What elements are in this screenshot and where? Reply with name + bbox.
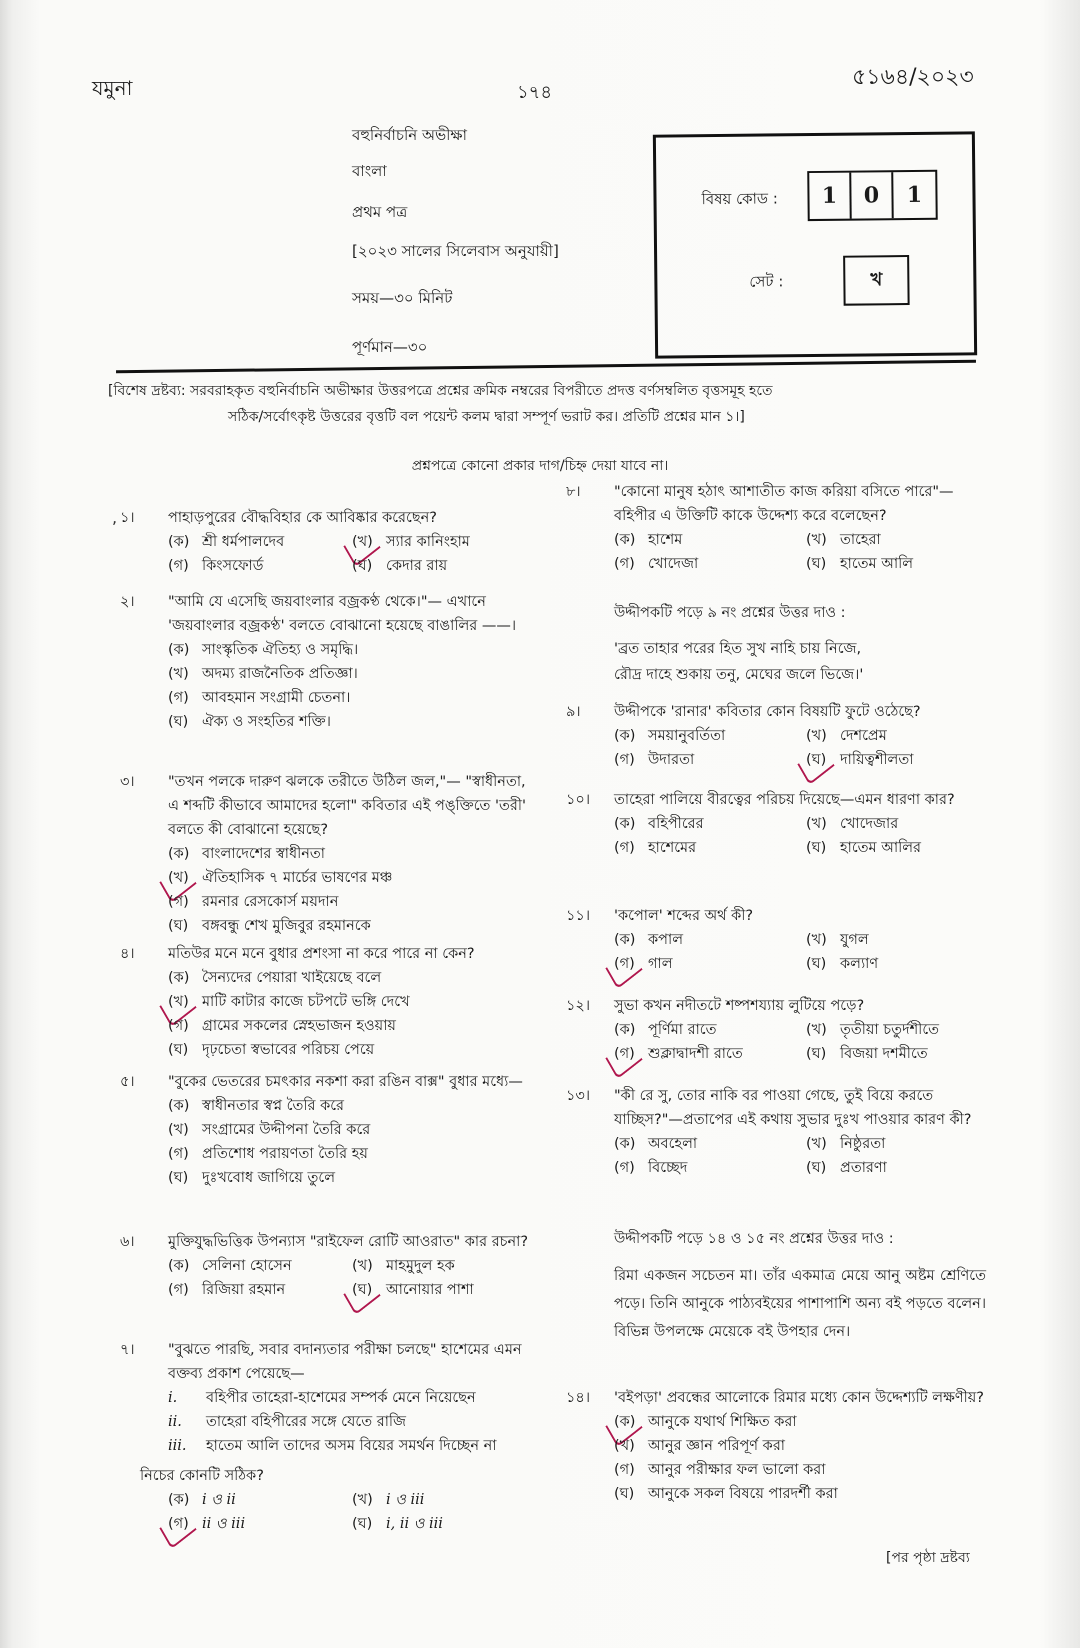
option-text: মাটি কাটার কাজে চটপটে ভঙ্গি দেখে [202, 994, 410, 1010]
question-8 [566, 480, 986, 576]
option-label: (খ) [352, 530, 386, 554]
option-ka[interactable] [168, 1488, 344, 1512]
option-text: কল্যাণ [840, 956, 879, 972]
option-label: (গ) [168, 1018, 189, 1034]
option-label: (খ) [806, 1136, 827, 1152]
option-label: (খ) [352, 1258, 373, 1274]
option-text: সংগ্রামের উদ্দীপনা তৈরি করে [202, 1122, 371, 1138]
statement-label: ii. [168, 1414, 182, 1430]
question-10 [566, 788, 986, 860]
option-text: শুক্লাদ্বাদশী রাতে [648, 1046, 743, 1062]
option-ka-marked[interactable] [614, 1410, 986, 1434]
option-text: বাংলাদেশের স্বাধীনতা [202, 846, 326, 862]
option-text: বিজয়া দশমীতে [840, 1046, 928, 1062]
option-ka[interactable] [614, 812, 798, 836]
option-label: (খ) [168, 866, 202, 890]
question-6 [120, 1230, 540, 1302]
subject-code-digit: 1 [906, 181, 923, 209]
question-12 [566, 994, 986, 1066]
option-label: (ক) [614, 816, 636, 832]
option-gha[interactable] [806, 836, 986, 860]
option-text: ঐক্য ও সংহতির শক্তি। [202, 714, 331, 730]
option-label: (গ) [168, 1146, 189, 1162]
option-text: গাল [648, 956, 673, 972]
question-number: ৮। [566, 484, 581, 500]
question-14 [566, 1386, 986, 1506]
option-ga-marked[interactable] [168, 1512, 344, 1536]
option-text: কপাল [648, 932, 683, 948]
option-ga[interactable] [614, 1156, 798, 1180]
option-label: (ক) [168, 534, 190, 550]
option-text: সৈন্যদের পেয়ারা খাইয়েছে বলে [202, 970, 382, 986]
option-text: i ও iii [386, 1492, 425, 1508]
option-label: (ঘ) [168, 714, 189, 730]
option-text: উদারতা [648, 752, 695, 768]
option-gha[interactable] [806, 1156, 986, 1180]
option-label: (গ) [614, 1160, 635, 1176]
question-stem: উদ্দীপকে 'রানার' কবিতার কোন বিষয়টি ফুটে ওঠেছে? [614, 704, 921, 720]
stimulus-passage: রিমা একজন সচেতন মা। তাঁর একমাত্র মেয়ে আনু অষ্টম শ্রেণিতে পড়ে। তিনি আনুকে পাঠ্যবইয়ের পাশাপাশি অন্য বই পড়তে বলেন। বিভিন্ন উপলক্ষে মেয়েকে বই উপহার দেন। [614, 1268, 986, 1340]
option-label: (খ) [168, 990, 202, 1014]
option-label: (ঘ) [806, 1160, 827, 1176]
question-number: ১০। [566, 792, 591, 808]
question-stem: মুক্তিযুদ্ধভিত্তিক উপন্যাস "রাইফেল রোটি আওরাত" কার রচনা? [168, 1234, 529, 1250]
question-stem: "বুঝতে পারছি, সবার বদান্যতার পরীক্ষা চলছে" হাশেমের এমন বক্তব্য প্রকাশ পেয়েছে— [168, 1342, 522, 1382]
option-text: দেশপ্রেম [840, 728, 887, 744]
option-kha-marked[interactable] [168, 990, 540, 1014]
option-text: স্বাধীনতার স্বপ্ন তৈরি করে [202, 1098, 345, 1114]
question-number: ৫। [120, 1074, 135, 1090]
question-stem: মতিউর মনে মনে বুধার প্রশংসা না করে পারে না কেন? [168, 946, 475, 962]
option-text: আনুকে সকল বিষয়ে পারদর্শী করা [648, 1486, 838, 1502]
option-text: পূর্ণিমা রাতে [648, 1022, 717, 1038]
option-label: (ঘ) [806, 1046, 827, 1062]
option-ga-marked[interactable] [614, 1042, 798, 1066]
option-text: নিষ্ঠুরতা [840, 1136, 886, 1152]
option-label: (ক) [168, 1492, 190, 1508]
option-ga[interactable] [168, 1142, 540, 1166]
option-gha[interactable] [806, 1042, 986, 1066]
option-kha[interactable] [806, 528, 986, 552]
option-label: (খ) [352, 1492, 373, 1508]
option-text: খোদেজা [648, 556, 699, 572]
question-number: ১৩। [566, 1088, 591, 1104]
question-9 [566, 700, 986, 772]
stimulus-intro: উদ্দীপকটি পড়ে ১৪ ও ১৫ নং প্রশ্নের উত্তর দাও : [614, 1231, 894, 1247]
question-stem: সুভা কখন নদীতটে শষ্পশয্যায় লুটিয়ে পড়ে? [614, 998, 865, 1014]
option-ga[interactable] [168, 686, 540, 710]
continued-note: [পর পৃষ্ঠা দ্রষ্টব্য [886, 1550, 970, 1566]
option-ga[interactable] [168, 1014, 540, 1038]
option-label: (গ) [614, 1462, 635, 1478]
option-label: (ঘ) [352, 1278, 386, 1302]
subject-code-digits [807, 170, 938, 221]
option-text: শ্রী ধর্মপালদেব [202, 534, 285, 550]
question-stem: "তখন পলকে দারুণ ঝলকে তরীতে উঠিল জল,"— "স্বাধীনতা, এ শব্দটি কীভাবে আমাদের হলো" কবিতার এই পঙ্‌ক্তিতে 'তরী' বলতে কী বোঝানো হয়েছে? [168, 774, 527, 838]
option-label: (খ) [168, 666, 189, 682]
exam-syllabus: [২০২৩ সালের সিলেবাস অনুযায়ী] [352, 242, 559, 260]
option-kha-marked[interactable] [168, 866, 540, 890]
question-stem: "আমি যে এসেছি জয়বাংলার বজ্রকণ্ঠ থেকে।"— এখানে 'জয়বাংলার বজ্রকণ্ঠ' বলতে বোঝানো হয়েছে বাঙালির ——। [168, 594, 517, 634]
statement-label: i. [168, 1390, 178, 1406]
option-text: i, ii ও iii [386, 1516, 443, 1532]
option-text: প্রতারণা [840, 1160, 887, 1176]
pen-tick-mark: , [112, 508, 118, 527]
option-label: (খ) [614, 1438, 635, 1454]
paper-code: ৫১৬৪/২০২৩ [852, 65, 974, 90]
option-label: (খ) [806, 532, 827, 548]
option-ka[interactable] [168, 530, 344, 554]
option-label: (ক) [614, 1136, 636, 1152]
option-text: গ্রামের সকলের স্নেহভাজন হওয়ায় [202, 1018, 396, 1034]
option-text: হাশেমের [648, 840, 697, 856]
option-label: (গ) [168, 1282, 189, 1298]
question-1 [120, 506, 540, 578]
question-number: ৪। [120, 946, 135, 962]
option-label: (গ) [614, 556, 635, 572]
option-kha[interactable] [352, 1254, 540, 1278]
set-label: সেট : [749, 272, 784, 291]
option-label: (ঘ) [352, 1516, 373, 1532]
option-text: রমনার রেসকোর্স ময়দান [202, 894, 339, 910]
option-text: সময়ানুবর্তিতা [648, 728, 726, 744]
option-kha[interactable] [614, 1434, 986, 1458]
exam-type: বহুনির্বাচনি অভীক্ষা [352, 126, 467, 144]
option-label: (ক) [614, 1410, 648, 1434]
option-text: অবহেলা [648, 1136, 698, 1152]
option-label: (ক) [614, 532, 636, 548]
option-label: (ঘ) [168, 1170, 189, 1186]
option-gha-marked[interactable] [806, 748, 986, 772]
option-label: (গ) [168, 1512, 202, 1536]
option-ga[interactable] [168, 1278, 344, 1302]
exam-time: সময়—৩০ মিনিট [352, 289, 453, 307]
option-gha[interactable] [168, 1038, 540, 1062]
option-ga[interactable] [614, 748, 798, 772]
option-text: তৃতীয়া চতুর্দশীতে [840, 1022, 940, 1038]
option-gha[interactable] [168, 1166, 540, 1190]
question-stem: "বুকের ভেতরের চমৎকার নকশা করা রঙিন বাক্স" বুধার মধ্যে— [168, 1074, 523, 1090]
option-label: (ঘ) [806, 956, 827, 972]
option-kha[interactable] [352, 1488, 550, 1512]
option-gha[interactable] [806, 952, 986, 976]
option-ka[interactable] [614, 1132, 798, 1156]
subject-code-box [653, 131, 977, 358]
option-ga[interactable] [614, 552, 798, 576]
option-text: অদম্য রাজনৈতিক প্রতিজ্ঞা। [202, 666, 358, 682]
option-label: (গ) [614, 952, 648, 976]
subject-code-digit: 0 [851, 172, 893, 218]
subject-code-digit: 1 [809, 173, 851, 219]
option-label: (ক) [168, 970, 190, 986]
option-text: প্রতিশোধ পরায়ণতা তৈরি হয় [202, 1146, 368, 1162]
option-text: দৃঢ়চেতা স্বভাবের পরিচয় পেয়ে [202, 1042, 375, 1058]
option-text: হাতেম আলির [840, 840, 922, 856]
option-text: মাহমুদুল হক [386, 1258, 455, 1274]
question-number: ২। [120, 594, 135, 610]
exam-full-marks: পূর্ণমান—৩০ [352, 338, 428, 356]
option-text: স্যার কানিংহাম [386, 534, 470, 550]
question-stem: তাহেরা পালিয়ে বীরত্বের পরিচয় দিয়েছে—এমন ধারণা কার? [614, 792, 955, 808]
option-label: (খ) [806, 728, 827, 744]
option-label: (গ) [168, 690, 189, 706]
option-label: (ক) [614, 932, 636, 948]
question-number: ১২। [566, 998, 591, 1014]
option-text: ঐতিহাসিক ৭ মার্চের ভাষণের মঞ্চ [202, 870, 393, 886]
option-gha[interactable] [168, 710, 540, 734]
question-3 [120, 770, 540, 938]
statement-list [168, 1386, 550, 1458]
option-label: (ঘ) [614, 1486, 635, 1502]
option-label: (ঘ) [806, 748, 840, 772]
option-kha[interactable] [168, 662, 540, 686]
option-text: হাতেম আলি [840, 556, 914, 572]
option-ka[interactable] [614, 724, 798, 748]
question-number: ৬। [120, 1234, 135, 1250]
option-kha[interactable] [806, 1132, 986, 1156]
option-text: ii ও iii [202, 1516, 246, 1532]
option-text: আনুকে যথার্থ শিক্ষিত করা [648, 1414, 797, 1430]
statement-i: বহিপীর তাহেরা-হাশেমের সম্পর্ক মেনে নিয়েছেন [206, 1390, 476, 1406]
board-name: যমুনা [92, 76, 133, 100]
option-label: (ক) [168, 846, 190, 862]
stimulus-q14-15 [614, 1226, 986, 1346]
option-text: কেদার রায় [386, 558, 448, 574]
question-11 [566, 904, 986, 976]
option-gha[interactable] [806, 552, 986, 576]
subject-code-label: বিষয় কোড : [701, 189, 778, 209]
option-gha[interactable] [168, 914, 540, 938]
statement-ii: তাহেরা বহিপীরের সঙ্গে যেতে রাজি [206, 1414, 407, 1430]
option-ka[interactable] [168, 638, 540, 662]
option-label: (ঘ) [352, 558, 373, 574]
option-ka[interactable] [168, 1254, 344, 1278]
question-stem: 'বইপড়া' প্রবন্ধের আলোকে রিমার মধ্যে কোন উদ্দেশ্যটি লক্ষণীয়? [614, 1390, 984, 1406]
option-text: খোদেজার [840, 816, 899, 832]
option-text: আবহমান সংগ্রামী চেতনা। [202, 690, 351, 706]
option-ka[interactable] [168, 842, 540, 866]
question-7 [120, 1338, 550, 1536]
option-text: i ও ii [202, 1492, 236, 1508]
no-marks-warning: প্রশ্নপত্রে কোনো প্রকার দাগ/চিহ্ন দেয়া যাবে না। [411, 458, 669, 474]
stimulus-intro: উদ্দীপকটি পড়ে ৯ নং প্রশ্নের উত্তর দাও : [614, 605, 846, 621]
question-2 [120, 590, 540, 734]
option-text: দুঃখবোধ জাগিয়ে তুলে [202, 1170, 336, 1186]
statement-label: iii. [168, 1438, 187, 1454]
question-number: ১১। [566, 908, 591, 924]
option-label: (গ) [614, 1042, 648, 1066]
option-label: (ঘ) [168, 918, 189, 934]
question-4 [120, 942, 540, 1062]
option-label: (ঘ) [806, 840, 827, 856]
question-number: ৭। [120, 1342, 135, 1358]
option-text: দায়িত্বশীলতা [840, 752, 914, 768]
option-text: আনুর জ্ঞান পরিপূর্ণ করা [648, 1438, 786, 1454]
option-kha-marked[interactable] [352, 530, 540, 554]
option-label: (গ) [614, 752, 635, 768]
exam-subject: বাংলা [352, 162, 387, 180]
option-kha[interactable] [806, 812, 986, 836]
option-ka[interactable] [614, 1018, 798, 1042]
option-ka[interactable] [614, 928, 798, 952]
option-text: বঙ্গবন্ধু শেখ মুজিবুর রহমানকে [202, 918, 371, 934]
option-gha[interactable] [614, 1482, 986, 1506]
question-prompt: নিচের কোনটি সঠিক? [140, 1468, 264, 1484]
option-kha[interactable] [806, 1018, 986, 1042]
option-gha[interactable] [352, 554, 540, 578]
option-ga[interactable] [614, 836, 798, 860]
option-gha-marked[interactable] [352, 1278, 540, 1302]
option-label: (ক) [614, 1022, 636, 1038]
option-label: (গ) [168, 894, 189, 910]
option-label: (খ) [806, 932, 827, 948]
page-number: ১৭৪ [517, 82, 553, 103]
special-notice [108, 378, 988, 430]
header-divider [116, 360, 976, 374]
option-text: তাহেরা [840, 532, 881, 548]
question-13 [566, 1084, 986, 1180]
notice-line-1: [বিশেষ দ্রষ্টব্য: সরবরাহকৃত বহুনির্বাচনি অভীক্ষার উত্তরপত্রে প্রশ্নের ক্রমিক নম্বরের বিপরীতে প্রদত্ত বর্ণসম্বলিত বৃত্তসমূহ হতে [108, 383, 773, 399]
option-label: (গ) [168, 558, 189, 574]
question-number: ১। [120, 510, 135, 526]
option-label: (ঘ) [168, 1042, 189, 1058]
option-label: (গ) [614, 840, 635, 856]
option-text: বিচ্ছেদ [648, 1160, 688, 1176]
option-kha[interactable] [168, 1118, 540, 1142]
option-gha[interactable] [352, 1512, 550, 1536]
question-stem: "কী রে সু, তোর নাকি বর পাওয়া গেছে, তুই বিয়ে করতে যাচ্ছিস?"—প্রতাপের এই কথায় সুভার দুঃখ পাওয়ার কারণ কী? [614, 1088, 972, 1128]
question-stem: 'কপোল' শব্দের অর্থ কী? [614, 908, 754, 924]
stimulus-verse-1: 'ব্রত তাহার পরের হিত সুখ নাহি চায় নিজে, [614, 641, 862, 657]
option-label: (ক) [168, 1258, 190, 1274]
option-text: রিজিয়া রহমান [202, 1282, 286, 1298]
set-value: খ [843, 255, 910, 306]
question-number: ৩। [120, 774, 135, 790]
option-label: (ঘ) [806, 556, 827, 572]
stimulus-q9 [614, 600, 994, 688]
option-ka[interactable] [168, 1094, 540, 1118]
option-text: হাশেম [648, 532, 683, 548]
option-kha[interactable] [806, 928, 986, 952]
option-ga-marked[interactable] [614, 952, 798, 976]
option-label: (খ) [806, 1022, 827, 1038]
option-text: সেলিনা হোসেন [202, 1258, 292, 1274]
option-text: আনুর পরীক্ষার ফল ভালো করা [648, 1462, 826, 1478]
option-text: কিংসফোর্ড [202, 558, 264, 574]
option-text: যুগল [840, 932, 869, 948]
option-text: বহিপীরের [648, 816, 704, 832]
option-kha[interactable] [806, 724, 986, 748]
option-label: (খ) [168, 1122, 189, 1138]
option-ga[interactable] [168, 890, 540, 914]
question-stem: পাহাড়পুরের বৌদ্ধবিহার কে আবিষ্কার করেছেন? [168, 510, 437, 526]
exam-paper: প্রথম পত্র [352, 203, 408, 221]
option-label: (ক) [168, 1098, 190, 1114]
question-number: ৯। [566, 704, 581, 720]
question-stem: "কোনো মানুষ হঠাৎ আশাতীত কাজ করিয়া বসিতে পারে"—বহিপীর এ উক্তিটি কাকে উদ্দেশ্য করে বলেছেন? [614, 484, 954, 524]
option-label: (ক) [614, 728, 636, 744]
question-number: ১৪। [566, 1390, 591, 1406]
option-text: সাংস্কৃতিক ঐতিহ্য ও সমৃদ্ধি। [202, 642, 359, 658]
option-ka[interactable] [614, 528, 798, 552]
notice-line-2: সঠিক/সর্বোৎকৃষ্ট উত্তরের বৃত্তটি বল পয়েন্ট কলম দ্বারা সম্পূর্ণ ভরাট কর। প্রতিটি প্রশ্নের মান ১।] [228, 409, 745, 425]
option-ga[interactable] [168, 554, 344, 578]
option-label: (খ) [806, 816, 827, 832]
question-5 [120, 1070, 540, 1190]
option-label: (ক) [168, 642, 190, 658]
option-ka[interactable] [168, 966, 540, 990]
option-ga[interactable] [614, 1458, 986, 1482]
statement-iii: হাতেম আলি তাদের অসম বিয়ের সমর্থন দিচ্ছেন না [206, 1438, 497, 1454]
option-text: আনোয়ার পাশা [386, 1282, 474, 1298]
stimulus-verse-2: রৌদ্র দাহে শুকায় তনু, মেঘের জলে ভিজে।' [614, 667, 864, 683]
